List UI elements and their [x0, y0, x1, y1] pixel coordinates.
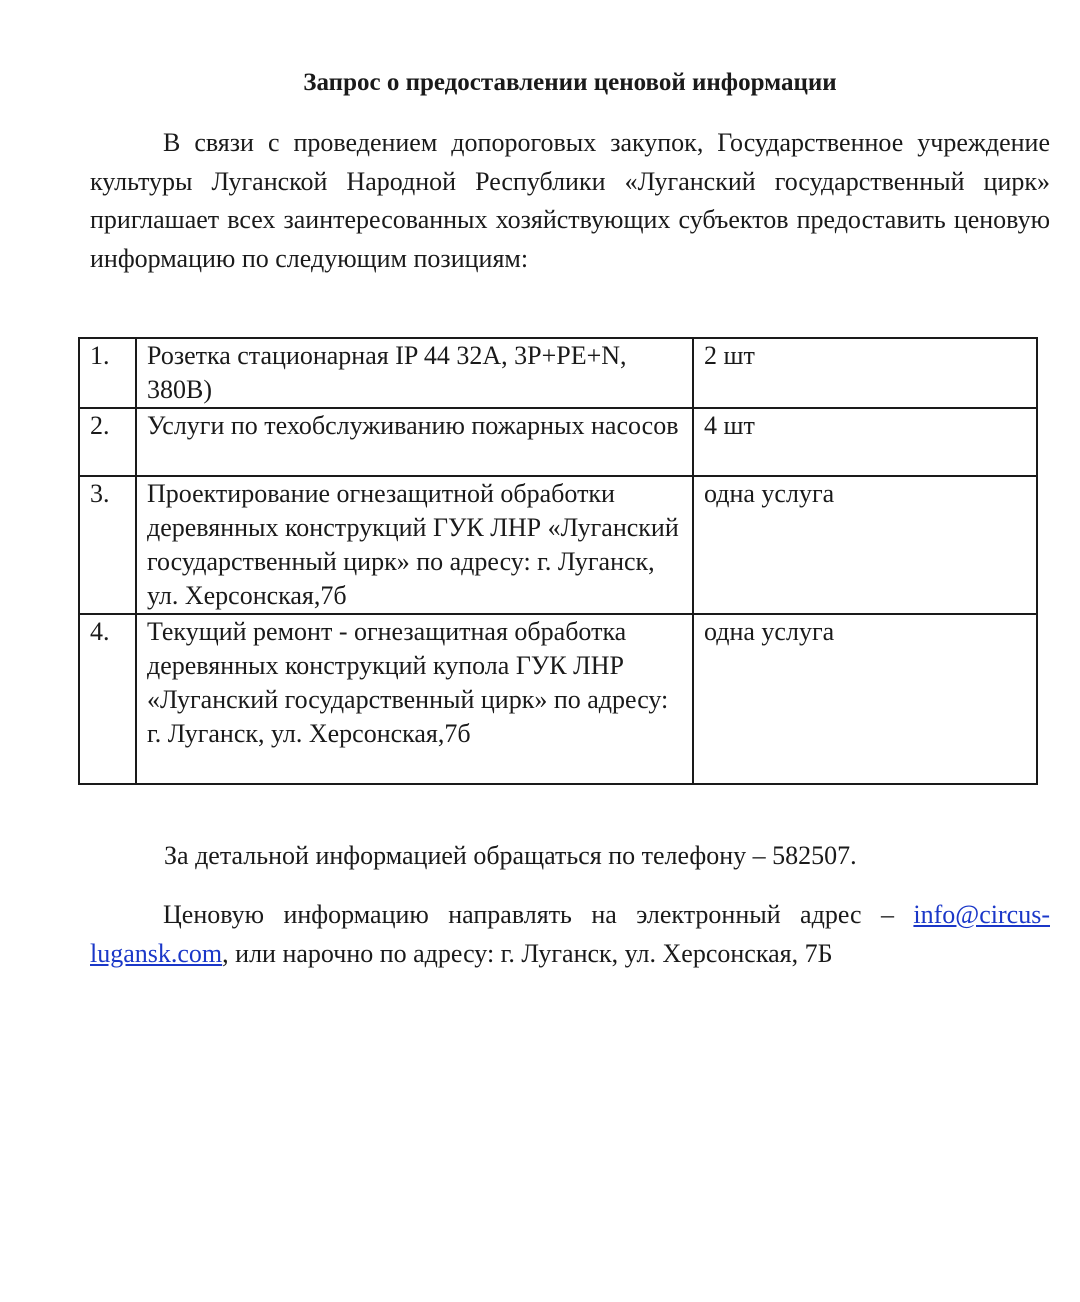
- table-row: [79, 476, 1037, 614]
- table-row: [79, 408, 1037, 476]
- item-description: Текущий ремонт - огнезащитная обработка деревянных конструкций купола ГУК ЛНР «Луганский государственный цирк» по адресу: г. Луганск, ул. Херсонская,7б: [136, 614, 693, 784]
- item-description: Проектирование огнезащитной обработки деревянных конструкций ГУК ЛНР «Луганский государственный цирк» по адресу: г. Луганск, ул. Херсонская,7б: [136, 476, 693, 614]
- email-link[interactable]: info@circus-lugansk.com: [90, 900, 1050, 968]
- item-quantity: 4 шт: [693, 408, 1037, 476]
- items-table: [78, 337, 1038, 785]
- item-description: Розетка стационарная IP 44 32А, 3P+PE+N, 380В): [136, 338, 693, 408]
- contact-line: За детальной информацией обращаться по телефону – 582507.: [164, 841, 857, 870]
- table-row: [79, 338, 1037, 408]
- document-title: Запрос о предоставлении ценовой информации: [303, 69, 837, 96]
- item-quantity: 2 шт: [693, 338, 1037, 408]
- table-row: [79, 614, 1037, 784]
- send-prefix: Ценовую информацию направлять на электронный адрес –: [163, 900, 894, 929]
- item-number: 1.: [79, 338, 136, 408]
- intro-paragraph: В связи с проведением допороговых закупок, Государственное учреждение культуры Луганской Народной Республики «Луганский государственный цирк» приглашает всех заинтересованных хозяйствующих субъектов предоставить ценовую информацию по следующим позициям:: [90, 128, 1050, 273]
- item-number: 3.: [79, 476, 136, 614]
- send-suffix: , или нарочно по адресу: г. Луганск, ул. Херсонская, 7Б: [222, 938, 833, 968]
- item-number: 2.: [79, 408, 136, 476]
- send-instructions: [90, 896, 1050, 973]
- item-quantity: одна услуга: [693, 476, 1037, 614]
- item-number: 4.: [79, 614, 136, 784]
- item-quantity: одна услуга: [693, 614, 1037, 784]
- item-description: Услуги по техобслуживанию пожарных насосов: [136, 408, 693, 476]
